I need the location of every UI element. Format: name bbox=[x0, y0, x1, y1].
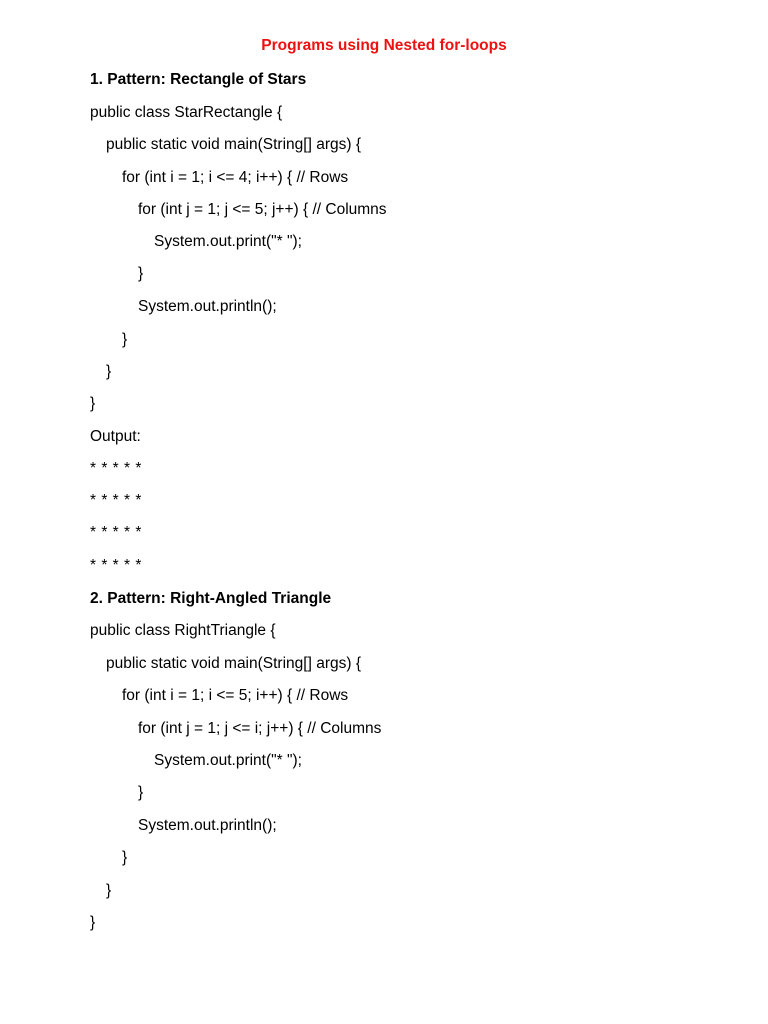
code-line: } bbox=[122, 849, 128, 866]
document-title: Programs using Nested for-loops bbox=[261, 37, 507, 54]
code-line: for (int j = 1; j <= i; j++) { // Columns bbox=[138, 720, 382, 737]
code-line: public class StarRectangle { bbox=[90, 104, 283, 121]
code-line: } bbox=[106, 363, 112, 380]
code-line: } bbox=[90, 914, 96, 931]
code-line: System.out.println(); bbox=[138, 298, 277, 315]
code-line: public class RightTriangle { bbox=[90, 622, 276, 639]
section-heading-rectangle: 1. Pattern: Rectangle of Stars bbox=[90, 71, 307, 88]
code-line: System.out.print("* "); bbox=[154, 233, 302, 250]
code-line: public static void main(String[] args) { bbox=[106, 136, 361, 153]
output-label: Output: bbox=[90, 428, 141, 445]
code-line: System.out.println(); bbox=[138, 817, 277, 834]
code-line: } bbox=[106, 882, 112, 899]
code-line: public static void main(String[] args) { bbox=[106, 655, 361, 672]
code-line: } bbox=[138, 265, 144, 282]
output-line: * * * * * bbox=[90, 492, 142, 509]
section-heading-triangle: 2. Pattern: Right-Angled Triangle bbox=[90, 590, 332, 607]
code-line: for (int i = 1; i <= 4; i++) { // Rows bbox=[122, 169, 349, 186]
output-line: * * * * * bbox=[90, 524, 142, 541]
output-line: * * * * * bbox=[90, 460, 142, 477]
code-line: } bbox=[122, 331, 128, 348]
code-line: for (int i = 1; i <= 5; i++) { // Rows bbox=[122, 687, 349, 704]
output-line: * * * * * bbox=[90, 557, 142, 574]
code-line: } bbox=[90, 395, 96, 412]
code-line: System.out.print("* "); bbox=[154, 752, 302, 769]
code-line: for (int j = 1; j <= 5; j++) { // Columns bbox=[138, 201, 387, 218]
code-line: } bbox=[138, 784, 144, 801]
